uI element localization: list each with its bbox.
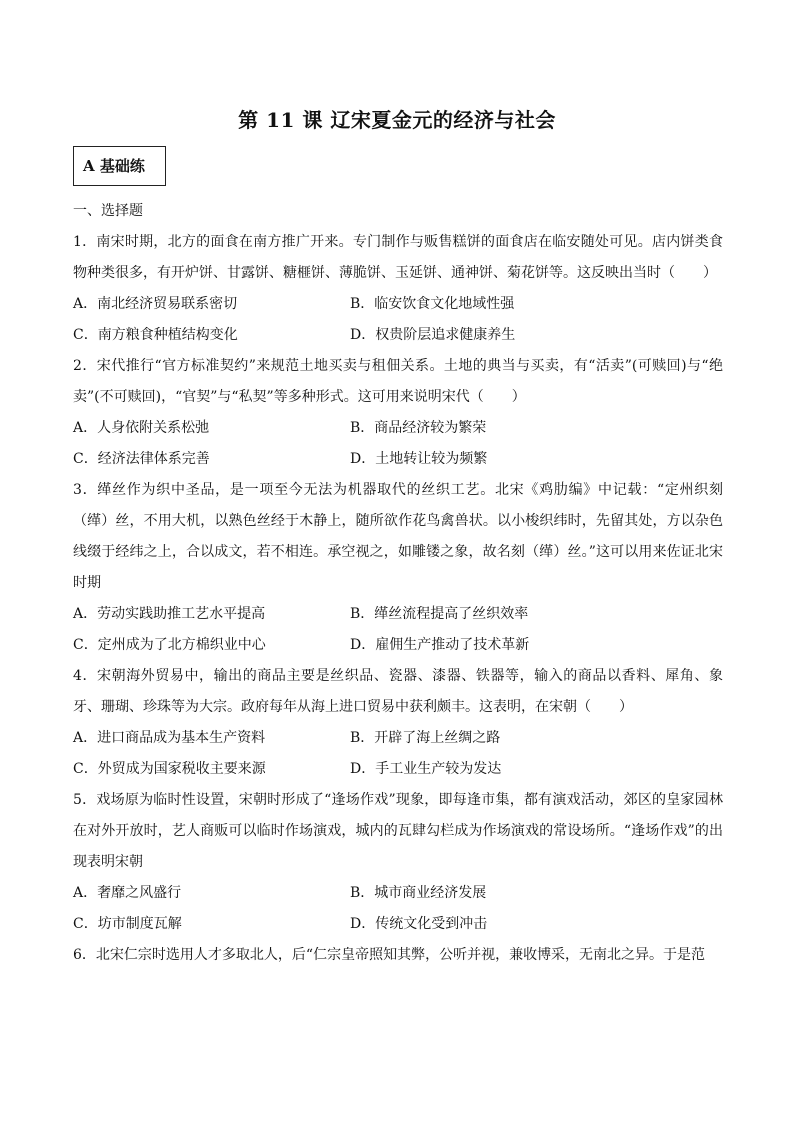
option-c: C．坊市制度瓦解 (73, 916, 182, 932)
question-stem: 3．缂丝作为织中圣品，是一项至今无法为机器取代的丝织工艺。北宋《鸡肋编》中记载：“定州织刻（缂）丝，不用大机，以熟色丝经于木静上，随所欲作花鸟禽兽状。以小梭织纬时，先留其处，方以杂色线缀于经纬之上，合以成文，若不相连。承空视之，如雕镂之象，故名刻（缂）丝。”这可以用来佐证北宋时期 (73, 482, 723, 591)
question-4 (73, 661, 723, 785)
question-1 (73, 227, 723, 351)
section-heading: 一、选择题 (73, 203, 143, 219)
question-options (73, 878, 723, 940)
option-b: B．商品经济较为繁荣 (350, 420, 487, 436)
section-box-label: A 基础练 (73, 146, 166, 186)
option-c: C．经济法律体系完善 (73, 451, 210, 467)
page-title: 第 11 课 辽宋夏金元的经济与社会 (238, 108, 556, 132)
question-options (73, 289, 723, 351)
question-options (73, 599, 723, 661)
option-d: D．权贵阶层追求健康养生 (350, 327, 516, 343)
option-d: D．土地转让较为频繁 (350, 451, 488, 467)
question-stem: 1．南宋时期，北方的面食在南方推广开来。专门制作与贩售糕饼的面食店在临安随处可见。店内饼类食物种类很多，有开炉饼、甘露饼、糖榧饼、薄脆饼、玉延饼、通神饼、菊花饼等。这反映出当时（ ） (73, 234, 723, 281)
option-a: A．南北经济贸易联系密切 (73, 296, 238, 312)
option-b: B．城市商业经济发展 (350, 885, 487, 901)
option-a: A．奢靡之风盛行 (73, 885, 182, 901)
question-5 (73, 785, 723, 940)
option-b: B．临安饮食文化地域性强 (350, 296, 515, 312)
question-stem: 2．宋代推行“官方标准契约”来规范土地买卖与租佃关系。土地的典当与买卖，有“活卖”(可赎回)与“绝卖”(不可赎回)，“官契”与“私契”等多种形式。这可用来说明宋代（ ） (73, 358, 723, 405)
option-a: A．人身依附关系松弛 (73, 420, 210, 436)
question-options (73, 413, 723, 475)
question-stem: 5．戏场原为临时性设置，宋朝时形成了“逢场作戏”现象，即每逢市集，都有演戏活动，郊区的皇家园林在对外开放时，艺人商贩可以临时作场演戏，城内的瓦肆勾栏成为作场演戏的常设场所。“逢场作戏”的出现表明宋朝 (73, 792, 723, 870)
document-body (73, 196, 723, 971)
option-c: C．外贸成为国家税收主要来源 (73, 761, 266, 777)
option-b: B．开辟了海上丝绸之路 (350, 730, 501, 746)
option-c: C．定州成为了北方棉织业中心 (73, 637, 266, 653)
question-stem: 6．北宋仁宗时选用人才多取北人，后“仁宗皇帝照知其弊，公听并视，兼收博采，无南北之异。于是范 (73, 947, 706, 963)
option-d: D．雇佣生产推动了技术革新 (350, 637, 530, 653)
option-a: A．进口商品成为基本生产资料 (73, 730, 266, 746)
option-d: D．手工业生产较为发达 (350, 761, 502, 777)
question-stem: 4．宋朝海外贸易中，输出的商品主要是丝织品、瓷器、漆器、铁器等，输入的商品以香料、犀角、象牙、珊瑚、珍珠等为大宗。政府每年从海上进口贸易中获利颇丰。这表明，在宋朝（ ） (73, 668, 723, 715)
option-c: C．南方粮食种植结构变化 (73, 327, 238, 343)
option-a: A．劳动实践助推工艺水平提高 (73, 606, 266, 622)
question-options (73, 723, 723, 785)
question-2 (73, 351, 723, 475)
question-6 (73, 940, 723, 971)
option-b: B．缂丝流程提高了丝织效率 (350, 606, 529, 622)
option-d: D．传统文化受到冲击 (350, 916, 488, 932)
question-3 (73, 475, 723, 661)
